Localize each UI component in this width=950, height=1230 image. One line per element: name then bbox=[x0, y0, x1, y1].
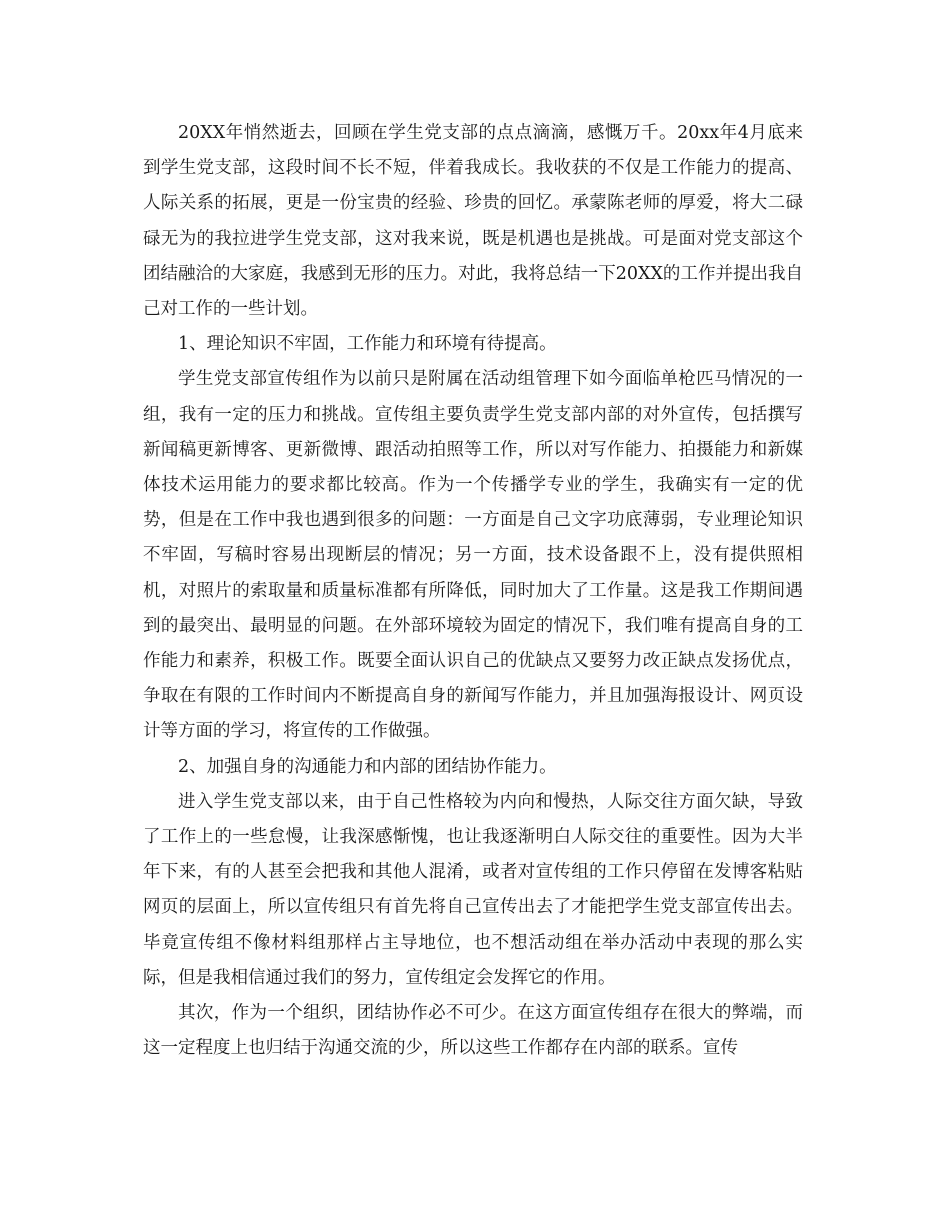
section-heading-2: 2、加强自身的沟通能力和内部的团结协作能力。 bbox=[178, 756, 557, 777]
paragraph-intro: 20XX年悄然逝去，回顾在学生党支部的点点滴滴，感慨万千。20xx年4月底来到学生党支部，这段时间不长不短，伴着我成长。我收获的不仅是工作能力的提高、人际关系的拓展，更是一份宝贵的经验、珍贵的回忆。承蒙陈老师的厚爱，将大二碌碌无为的我拉进学生党支部，这对我来说，既是机遇也是挑战。可是面对党支部这个团结融洽的大家庭，我感到无形的压力。对此，我将总结一下20XX的工作并提出我自己对工作的一些计划。 bbox=[143, 123, 803, 320]
document-body bbox=[143, 116, 803, 1066]
paragraph-teamwork: 其次，作为一个组织，团结协作必不可少。在这方面宣传组存在很大的弊端，而这一定程度上也归结于沟通交流的少，所以这些工作都存在内部的联系。宣传 bbox=[143, 1003, 803, 1059]
section-heading-1: 1、理论知识不牢固，工作能力和环境有待提高。 bbox=[178, 334, 557, 355]
paragraph-communication: 进入学生党支部以来，由于自己性格较为内向和慢热，人际交往方面欠缺，导致了工作上的一些怠慢，让我深感惭愧，也让我逐渐明白人际交往的重要性。因为大半年下来，有的人甚至会把我和其他人混淆，或者对宣传组的工作只停留在发博客粘贴网页的层面上，所以宣传组只有首先将自己宣传出去了才能把学生党支部宣传出去。毕竟宣传组不像材料组那样占主导地位，也不想活动组在举办活动中表现的那么实际，但是我相信通过我们的努力，宣传组定会发挥它的作用。 bbox=[143, 791, 803, 988]
paragraph-publicity-work: 学生党支部宣传组作为以前只是附属在活动组管理下如今面临单枪匹马情况的一组，我有一定的压力和挑战。宣传组主要负责学生党支部内部的对外宣传，包括撰写新闻稿更新博客、更新微博、跟活动拍照等工作，所以对写作能力、拍摄能力和新媒体技术运用能力的要求都比较高。作为一个传播学专业的学生，我确实有一定的优势，但是在工作中我也遇到很多的问题：一方面是自己文字功底薄弱，专业理论知识不牢固，写稿时容易出现断层的情况；另一方面，技术设备跟不上，没有提供照相机，对照片的索取量和质量标准都有所降低，同时加大了工作量。这是我工作期间遇到的最突出、最明显的问题。在外部环境较为固定的情况下，我们唯有提高自身的工作能力和素养，积极工作。既要全面认识自己的优缺点又要努力改正缺点发扬优点，争取在有限的工作时间内不断提高自身的新闻写作能力，并且加强海报设计、网页设计等方面的学习，将宣传的工作做强。 bbox=[143, 369, 803, 742]
